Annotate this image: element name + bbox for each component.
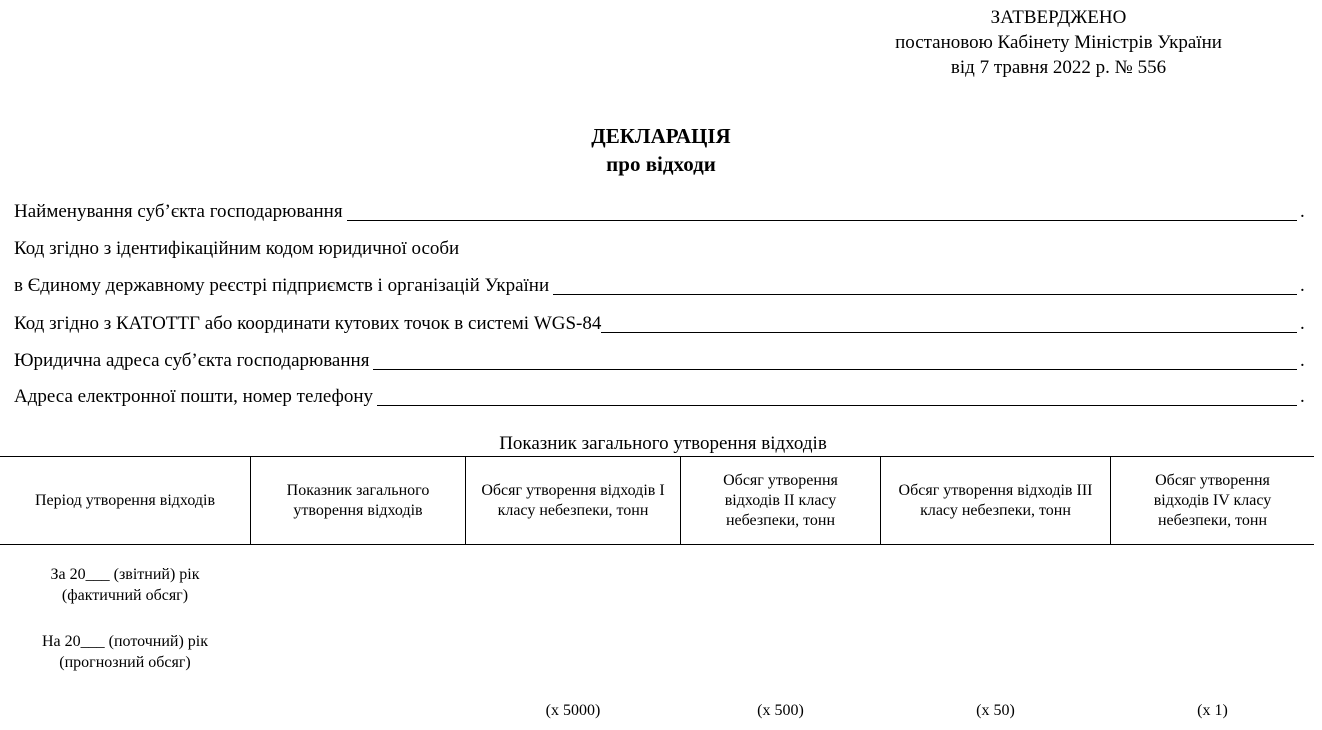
field-edrpou-label-1: Код згідно з ідентифікаційним кодом юридичної особи (14, 238, 460, 259)
field-terminator: . (1300, 386, 1305, 407)
field-entity-name (14, 200, 1306, 224)
katottg-input-line[interactable] (601, 314, 1297, 333)
entity-name-input-line[interactable] (347, 202, 1297, 221)
row-reporting-year (0, 564, 250, 606)
field-edrpou-code (14, 274, 1306, 298)
field-terminator: . (1300, 313, 1305, 334)
header-period: Період утворення відходів (34, 491, 215, 509)
document-title (0, 122, 1322, 178)
field-entity-name-label: Найменування суб’єкта господарювання (14, 201, 343, 222)
edrpou-code-input-line[interactable] (553, 276, 1297, 295)
document-title-sub: про відходи (606, 152, 716, 176)
field-legal-address-label: Юридична адреса суб’єкта господарювання (14, 350, 370, 371)
multiplier-class-2: (x 500) (757, 702, 804, 719)
approval-stamp (860, 5, 1257, 80)
multiplier-class-3: (x 50) (976, 702, 1015, 719)
multiplier-class-4: (x 1) (1197, 702, 1228, 719)
field-katottg-label: Код згідно з КАТОТТГ або координати кутових точок в системі WGS-84 (14, 313, 602, 334)
table-caption: Показник загального утворення відходів (499, 433, 827, 454)
row-current-year (0, 631, 250, 673)
field-terminator: . (1300, 350, 1305, 371)
field-contacts (14, 385, 1306, 409)
header-class-4: Обсяг утворення відходів IV класу небезпеки, тонн (1153, 471, 1272, 529)
field-edrpou-label-2: в Єдиному державному реєстрі підприємств і організацій України (14, 275, 550, 296)
field-edrpou-code-intro (14, 237, 1306, 261)
header-class-2: Обсяг утворення відходів II класу небезпеки, тонн (723, 471, 838, 529)
field-katottg (14, 312, 1306, 336)
header-total-indicator: Показник загального утворення відходів (286, 481, 430, 519)
legal-address-input-line[interactable] (373, 351, 1297, 370)
approval-heading: ЗАТВЕРДЖЕНО (990, 7, 1127, 28)
field-terminator: . (1300, 275, 1305, 296)
approval-date: від 7 травня 2022 р. № 556 (950, 57, 1167, 78)
approval-authority: постановою Кабінету Міністрів України (895, 32, 1222, 53)
row-reporting-year-label: За 20___ (звітний) рік (50, 566, 200, 583)
multiplier-class-1: (x 5000) (545, 702, 601, 719)
header-class-3: Обсяг утворення відходів III класу небезпеки, тонн (898, 481, 1093, 519)
row-reporting-year-note: (фактичний обсяг) (61, 587, 189, 604)
header-class-1: Обсяг утворення відходів I класу небезпеки, тонн (481, 481, 665, 519)
row-current-year-note: (прогнозний обсяг) (59, 654, 191, 671)
field-legal-address (14, 349, 1306, 373)
row-current-year-label: На 20___ (поточний) рік (42, 633, 208, 650)
field-terminator: . (1300, 201, 1305, 222)
field-contacts-label: Адреса електронної пошти, номер телефону (14, 386, 374, 407)
contacts-input-line[interactable] (377, 387, 1297, 406)
document-title-main: ДЕКЛАРАЦІЯ (591, 124, 731, 148)
table-header-bottom-border (0, 544, 1314, 545)
